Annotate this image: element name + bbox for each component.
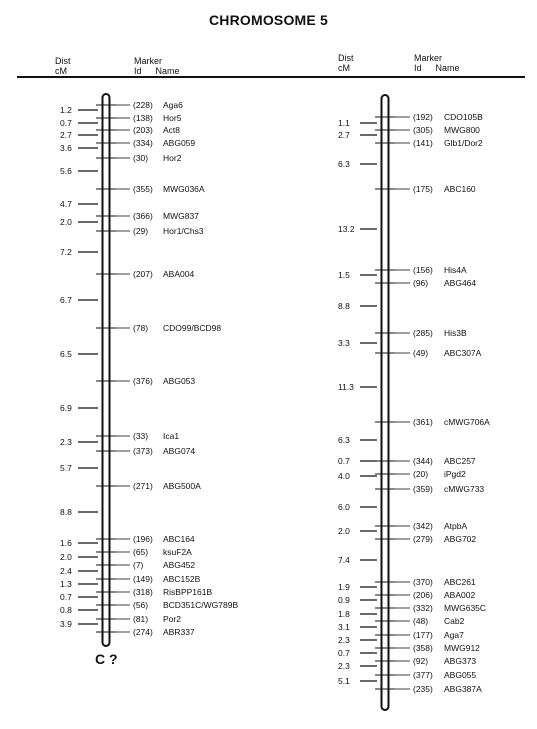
marker-id: (342) [413,521,433,531]
marker-id: (344) [413,456,433,466]
distance-label: 6.3 [338,159,350,169]
distance-label: 1.2 [60,105,72,115]
marker-name: His3B [444,328,467,338]
distance-label: 2.4 [60,566,72,576]
distance-label: 8.8 [60,507,72,517]
id-header-label: Id [134,66,142,76]
marker-id: (373) [133,446,153,456]
marker-name: MWG837 [163,211,199,221]
dist-header-label: Dist [338,53,354,63]
distance-label: 11.3 [338,382,354,392]
marker-name: Por2 [163,614,181,624]
marker-name: RisBPP161B [163,587,213,597]
marker-name: MWG635C [444,603,487,613]
marker-name: Glb1/Dor2 [444,138,483,148]
dist-header-label: Dist [55,56,71,66]
marker-id: (358) [413,643,433,653]
marker-id: (81) [133,614,149,624]
distance-label: 1.6 [60,538,72,548]
marker-id: (29) [133,226,149,236]
distance-label: 0.7 [60,118,72,128]
marker-id: (56) [133,600,149,610]
centromere-label: C ? [95,651,118,667]
distance-label: 5.1 [338,676,350,686]
distance-label: 0.8 [60,605,72,615]
distance-label: 2.0 [60,217,72,227]
marker-name: CDO105B [444,112,483,122]
marker-name: AtpbA [444,521,468,531]
distance-label: 0.9 [338,595,350,605]
cm-header-label: cM [55,66,67,76]
marker-id: (361) [413,417,433,427]
marker-name: ksuF2A [163,547,192,557]
marker-name: ABC164 [163,534,195,544]
marker-header-label: Marker [134,56,163,66]
distance-label: 2.3 [60,437,72,447]
marker-id: (206) [413,590,433,600]
marker-id: (30) [133,153,149,163]
distance-label: 4.0 [338,471,350,481]
marker-id: (192) [413,112,433,122]
distance-label: 2.3 [338,661,350,671]
distance-label: 6.3 [338,435,350,445]
marker-id: (78) [133,323,149,333]
marker-name: ABG059 [163,138,196,148]
marker-id: (285) [413,328,433,338]
marker-id: (65) [133,547,149,557]
marker-name: Aga6 [163,100,183,110]
distance-label: 3.1 [338,622,350,632]
chromosome-bar [382,95,389,710]
distance-label: 7.4 [338,555,350,565]
distance-label: 6.0 [338,502,350,512]
marker-id: (196) [133,534,153,544]
marker-id: (177) [413,630,433,640]
marker-name: ABC307A [444,348,482,358]
distance-label: 2.7 [338,130,350,140]
marker-id: (141) [413,138,433,148]
marker-id: (318) [133,587,153,597]
distance-label: 1.1 [338,118,350,128]
marker-name: cMWG706A [444,417,490,427]
marker-id: (96) [413,278,429,288]
distance-label: 1.9 [338,582,350,592]
marker-name: ABR337 [163,627,195,637]
marker-id: (207) [133,269,153,279]
marker-id: (20) [413,469,429,479]
distance-label: 5.7 [60,463,72,473]
distance-label: 0.7 [338,456,350,466]
distance-label: 1.3 [60,579,72,589]
marker-id: (332) [413,603,433,613]
distance-label: 4.7 [60,199,72,209]
distance-label: 7.2 [60,247,72,257]
marker-name: MWG800 [444,125,480,135]
marker-id: (305) [413,125,433,135]
name-header-label: Name [435,63,460,73]
marker-name: ABG702 [444,534,477,544]
marker-id: (92) [413,656,429,666]
marker-id: (334) [133,138,153,148]
distance-label: 6.9 [60,403,72,413]
distance-label: 5.6 [60,166,72,176]
marker-id: (203) [133,125,153,135]
marker-name: ABC160 [444,184,476,194]
marker-id: (359) [413,484,433,494]
marker-name: ABG500A [163,481,201,491]
name-header-label: Name [155,66,180,76]
distance-label: 2.0 [338,526,350,536]
marker-header-label: Marker [414,53,443,63]
marker-name: His4A [444,265,467,275]
marker-name: ABC261 [444,577,476,587]
marker-id: (7) [133,560,144,570]
marker-name: ABG055 [444,670,477,680]
marker-name: Hor1/Chs3 [163,226,204,236]
id-header-label: Id [414,63,422,73]
distance-label: 1.5 [338,270,350,280]
marker-name: CDO99/BCD98 [163,323,222,333]
marker-name: Act8 [163,125,181,135]
distance-label: 2.7 [60,130,72,140]
chromosome-bar [103,94,110,646]
marker-name: ABG464 [444,278,477,288]
marker-id: (228) [133,100,153,110]
distance-label: 1.8 [338,609,350,619]
marker-name: Cab2 [444,616,465,626]
distance-label: 3.6 [60,143,72,153]
marker-name: iPgd2 [444,469,466,479]
page-title: CHROMOSOME 5 [208,12,329,28]
marker-id: (274) [133,627,153,637]
marker-id: (271) [133,481,153,491]
distance-label: 0.7 [60,592,72,602]
marker-id: (235) [413,684,433,694]
distance-label: 2.0 [60,552,72,562]
marker-id: (355) [133,184,153,194]
marker-name: MWG912 [444,643,480,653]
marker-name: ABG387A [444,684,482,694]
distance-label: 3.3 [338,338,350,348]
marker-id: (48) [413,616,429,626]
marker-name: ABC257 [444,456,476,466]
marker-name: ABG373 [444,656,477,666]
distance-label: 2.3 [338,635,350,645]
marker-id: (138) [133,113,153,123]
marker-name: MWG036A [163,184,205,194]
distance-label: 0.7 [338,648,350,658]
marker-id: (149) [133,574,153,584]
distance-label: 6.7 [60,295,72,305]
marker-name: Ica1 [163,431,180,441]
marker-name: ABA004 [163,269,195,279]
marker-id: (366) [133,211,153,221]
distance-label: 3.9 [60,619,72,629]
marker-id: (49) [413,348,429,358]
marker-id: (376) [133,376,153,386]
marker-name: ABG452 [163,560,196,570]
marker-id: (175) [413,184,433,194]
marker-name: cMWG733 [444,484,485,494]
marker-name: BCD351C/WG789B [163,600,239,610]
marker-name: ABG053 [163,376,196,386]
marker-id: (279) [413,534,433,544]
marker-name: Hor2 [163,153,182,163]
marker-name: Hor5 [163,113,182,123]
marker-name: Aga7 [444,630,464,640]
marker-name: ABC152B [163,574,201,584]
marker-name: ABA002 [444,590,476,600]
distance-label: 6.5 [60,349,72,359]
marker-name: ABG074 [163,446,196,456]
marker-id: (33) [133,431,149,441]
marker-id: (377) [413,670,433,680]
distance-label: 8.8 [338,301,350,311]
marker-id: (370) [413,577,433,587]
distance-label: 13.2 [338,224,355,234]
cm-header-label: cM [338,63,350,73]
marker-id: (156) [413,265,433,275]
